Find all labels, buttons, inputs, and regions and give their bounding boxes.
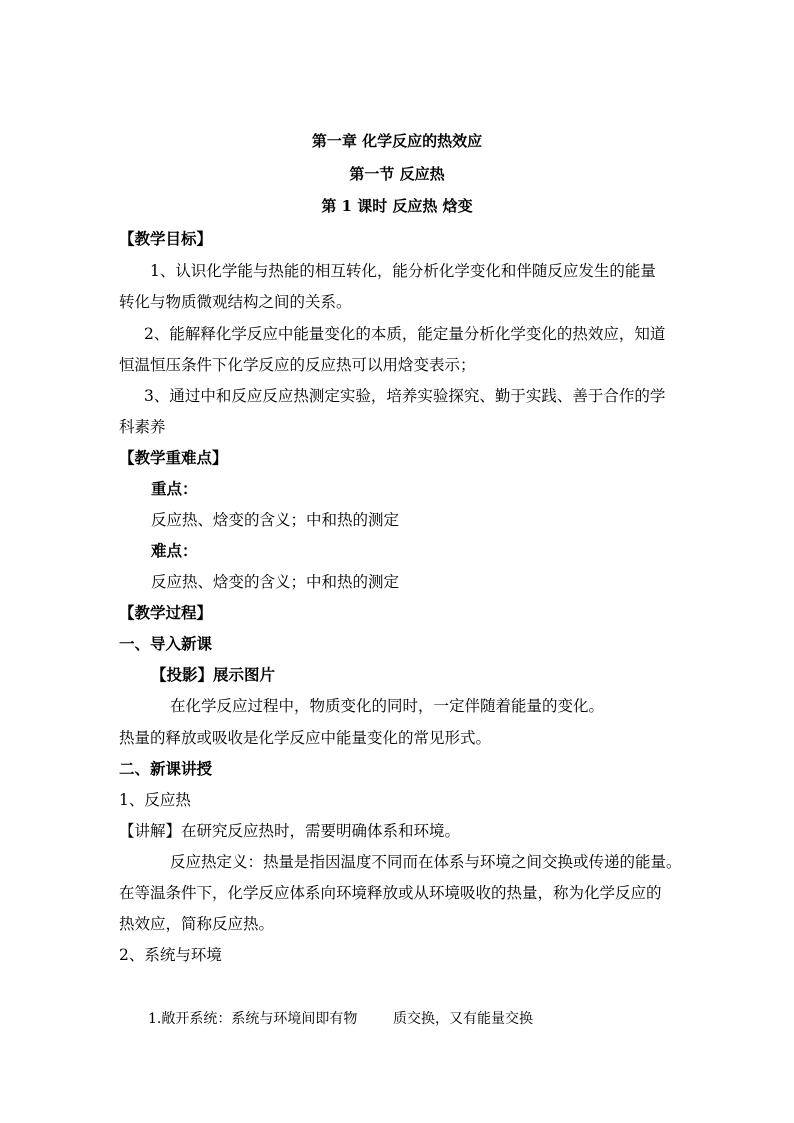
difficult-point-label: 难点： xyxy=(151,541,198,560)
open-system-line: 1.敞开系统：系统与环境间即有物 质交换，又有能量交换 xyxy=(148,1011,533,1027)
objective-3-line-1: 3、通过中和反应反应热测定实验，培养实验探究、勤于实践、善于合作的学 xyxy=(144,387,666,405)
objective-1-line-1: 1、认识化学能与热能的相互转化，能分析化学变化和伴随反应发生的能量 xyxy=(150,262,656,280)
part-2-heading: 二、新课讲授 xyxy=(119,759,213,778)
key-point-label: 重点： xyxy=(151,479,198,498)
objective-2-line-1: 2、能解释化学反应中能量变化的本质，能定量分析化学变化的热效应，知道 xyxy=(144,325,666,343)
objectives-heading: 【教学目标】 xyxy=(119,229,213,248)
objective-1-line-2: 转化与物质微观结构之间的关系。 xyxy=(119,293,352,311)
section-title: 第一节 反应热 xyxy=(349,165,445,183)
definition-line-2: 在等温条件下，化学反应体系向环境释放或从环境吸收的热量，称为化学反应的 xyxy=(119,884,662,902)
key-point-text: 反应热、焓变的含义；中和热的测定 xyxy=(151,511,400,529)
process-heading: 【教学过程】 xyxy=(119,603,213,622)
difficult-point-text: 反应热、焓变的含义；中和热的测定 xyxy=(151,573,400,591)
intro-line-2: 热量的释放或吸收是化学反应中能量变化的常见形式。 xyxy=(119,729,492,747)
chapter-title: 第一章 化学反应的热效应 xyxy=(311,132,483,150)
lesson-title: 第 1 课时 反应热 焓变 xyxy=(321,197,473,215)
part-1-heading: 一、导入新课 xyxy=(119,634,213,653)
key-points-heading: 【教学重难点】 xyxy=(119,448,228,467)
topic-2: 2、系统与环境 xyxy=(119,946,222,964)
topic-1: 1、反应热 xyxy=(119,791,191,809)
projection-label: 【投影】展示图片 xyxy=(151,665,276,684)
objective-2-line-2: 恒温恒压条件下化学反应的反应热可以用焓变表示； xyxy=(119,356,476,374)
objective-3-line-2: 科素养 xyxy=(119,418,166,436)
lecture-line: 【讲解】在研究反应热时，需要明确体系和环境。 xyxy=(119,822,461,840)
intro-line-1: 在化学反应过程中，物质变化的同时，一定伴随着能量的变化。 xyxy=(170,697,605,715)
definition-line-1: 反应热定义：热量是指因温度不同而在体系与环境之间交换或传递的能量。 xyxy=(170,853,682,871)
definition-line-3: 热效应，简称反应热。 xyxy=(119,915,275,933)
